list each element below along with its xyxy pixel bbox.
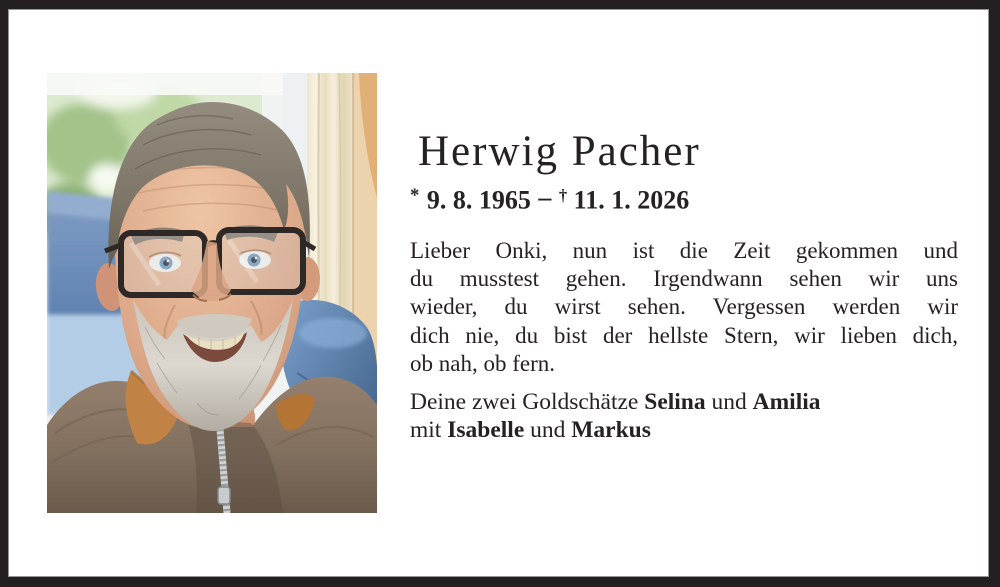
farewell-prefix: mit [410, 417, 442, 443]
family-name: Isabelle [447, 417, 525, 443]
death-date: 11. 1. 2026 [573, 185, 690, 215]
family-name: Selina [644, 389, 706, 415]
birth-symbol: * [410, 185, 421, 207]
memorial-card [8, 9, 989, 577]
farewell-signature [410, 388, 958, 444]
farewell-prefix: Deine zwei Goldschätze [410, 389, 639, 415]
deceased-name: Herwig Pacher [418, 128, 701, 175]
obituary-line: wieder, du wirst sehen. Vergessen werden wir [410, 294, 958, 320]
obituary-text [410, 237, 958, 378]
obituary-line: du musstest gehen. Irgendwann sehen wir uns [410, 266, 958, 292]
date-separator: – [538, 183, 552, 212]
farewell-line-1 [410, 388, 958, 416]
life-dates [410, 185, 958, 214]
birth-date: 9. 8. 1965 [426, 185, 531, 215]
family-name: Markus [571, 417, 651, 443]
portrait-illustration [47, 73, 377, 513]
obituary-line: dich nie, du bist der hellste Stern, wir lieben dich, [410, 322, 958, 348]
obituary-line: Lieber Onki, nun ist die Zeit gekommen und [410, 238, 958, 263]
farewell-line-2 [410, 416, 958, 444]
conjunction: und [530, 417, 566, 443]
portrait-photo [47, 73, 377, 513]
conjunction: und [711, 389, 747, 415]
family-name: Amilia [752, 389, 821, 415]
obituary-line: ob nah, ob fern. [410, 350, 555, 376]
death-symbol: † [558, 186, 568, 206]
